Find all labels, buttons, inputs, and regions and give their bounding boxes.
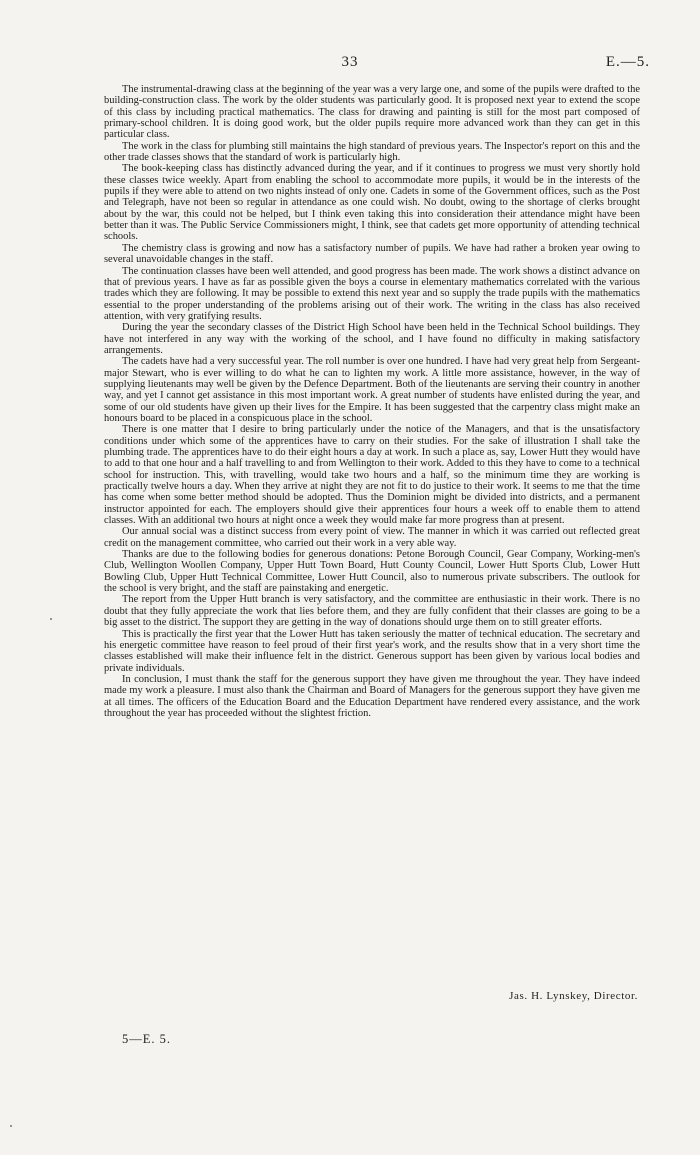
paragraph-upper-hutt: The report from the Upper Hutt branch is very satisfactory, and the committee are enthusiastic in their work. There is no doubt that they fully appreciate the work that lies before them, and they are fully confident that their classes are going to be a big asset to the district. The support they are getting in the way of donations should urge them on to still greater efforts. [104,594,640,629]
margin-speck [50,618,52,620]
paragraph-book-keeping: The book-keeping class has distinctly advanced during the year, and if it continues to progress we must very shortly hold these classes twice weekly. Apart from enabling the school to accommodate more pupils, it would be in the interests of the pupils if they were able to attend on two nights instead of only one. Cadets in some of the Government offices, such as the Post and Telegraph, have not been so regular in attendance as one could wish. No doubt, owing to the shortage of clerks brought about by the war, this could not be helped, but I think even taking this into consideration their attendance might have been better than it was. The Public Service Commissioners might, I think, see that cadets get more opportunity of attending technical schools. [104,163,640,243]
paragraph-lower-hutt: This is practically the first year that the Lower Hutt has taken seriously the matter of technical education. The secretary and his energetic committee have reason to feel proud of their first year's work, and the results show that in a very short time the classes established will make their influence felt in the district. Generous support has been given by various local bodies and private individuals. [104,628,640,674]
paragraph-secondary-classes: During the year the secondary classes of the District High School have been held in the Technical School buildings. They have not interfered in any way with the working of the school, and I have found no difficulty in making satisfactory arrangements. [104,322,640,356]
paragraph-plumbing: The work in the class for plumbing still maintains the high standard of previous years. The Inspector's report on this and the other trade classes shows that the standard of work is particularly high. [104,140,640,164]
paragraph-conclusion: In conclusion, I must thank the staff for the generous support they have given me throughout the year. They have indeed made my work a pleasure. I must also thank the Chairman and Board of Managers for the generous support they have given me at all times. The officers of the Education Board and the Education Department have rendered every assistance, and the work throughout the year has proceeded without the slightest friction. [104,673,640,719]
report-body [104,84,640,719]
document-reference: E.—5. [605,54,650,70]
director-signature: Jas. H. Lynskey, Director. [509,990,638,1002]
paragraph-annual-social: Our annual social was a distinct success from every point of view. The manner in which it was carried out reflected great credit on the management committee, who carried out their work in a very able way. [104,526,640,549]
paragraph-apprentices: There is one matter that I desire to bring particularly under the notice of the Managers, and that is the unsatisfactory conditions under which some of the apprentices have to carry on their studies. For the sake of illustration I shall take the plumbing trade. The apprentices have to do their eight hours a day at work. In such a place as, say, Lower Hutt they would have to add to that one hour and a half travelling to and from Wellington to their work. Added to this they have to come to a technical school for instruction. This, with travelling, would take two hours and a half, so the minimum time they are working is practically twelve hours a day. When they arrive at night they are not fit to do justice to their work. It seems to me that the time has come when some better method should be adopted. Thus the Dominion might be divided into districts, and a permanent instructor appointed for each. The employers should give their apprentices four hours a week off to enable them to attend classes. With an additional two hours at night once a week they would make far more progress than at present. [104,424,640,527]
margin-speck [10,1125,12,1127]
paragraph-cadets: The cadets have had a very successful year. The roll number is over one hundred. I have had very great help from Sergeant-major Stewart, who is ever willing to do what he can to lighten my work. A little more assistance, however, in the way of supplying lieutenants may well be given by the Defence Department. Both of the lieutenants are serving their country in another way, and yet I cannot get assistance in this most important work. A great number of students have enlisted during the year, and some of our old students have given up their lives for the Empire. It has been suggested that the carpentry class might make an honours board to be placed in a conspicuous place in the school. [104,356,640,424]
footer-sheet-code: 5—E. 5. [122,1032,172,1046]
paragraph-instrumental-drawing: The instrumental-drawing class at the beginning of the year was a very large one, and some of the pupils were drafted to the building-construction class. The work by the older students was particularly good. It is proposed next year to extend the scope of this class by including practical mathematics. The class for drawing and painting is still for the most part composed of primary-school children. It is doing good work, but the older pupils require more advanced work than they can get in this particular class. [104,84,640,141]
paragraph-continuation-classes: The continuation classes have been well attended, and good progress has been made. The work shows a distinct advance on that of previous years. I have as far as possible given the boys a course in elementary mathematics correlated with the various trades which they are following. It may be possible to extend this next year and so supply the trade pupils with the mathematics essential to the proper understanding of the problems arising out of their work. The writing in the class has also received attention, with very gratifying results. [104,265,640,322]
page-number: 33 [341,54,359,70]
paragraph-donations: Thanks are due to the following bodies for generous donations: Petone Borough Council, Gear Company, Working-men's Club, Wellington Woollen Company, Upper Hutt Town Board, Hutt County Council, Lower Hutt Sports Club, Lower Hutt Bowling Club, Upper Hutt Technical Committee, Lower Hutt Council, also to numerous private subscribers. The outlook for the school is very bright, and the staff are painstaking and energetic. [104,549,640,595]
paragraph-chemistry: The chemistry class is growing and now has a satisfactory number of pupils. We have had rather a broken year owing to several unavoidable changes in the staff. [104,242,640,266]
